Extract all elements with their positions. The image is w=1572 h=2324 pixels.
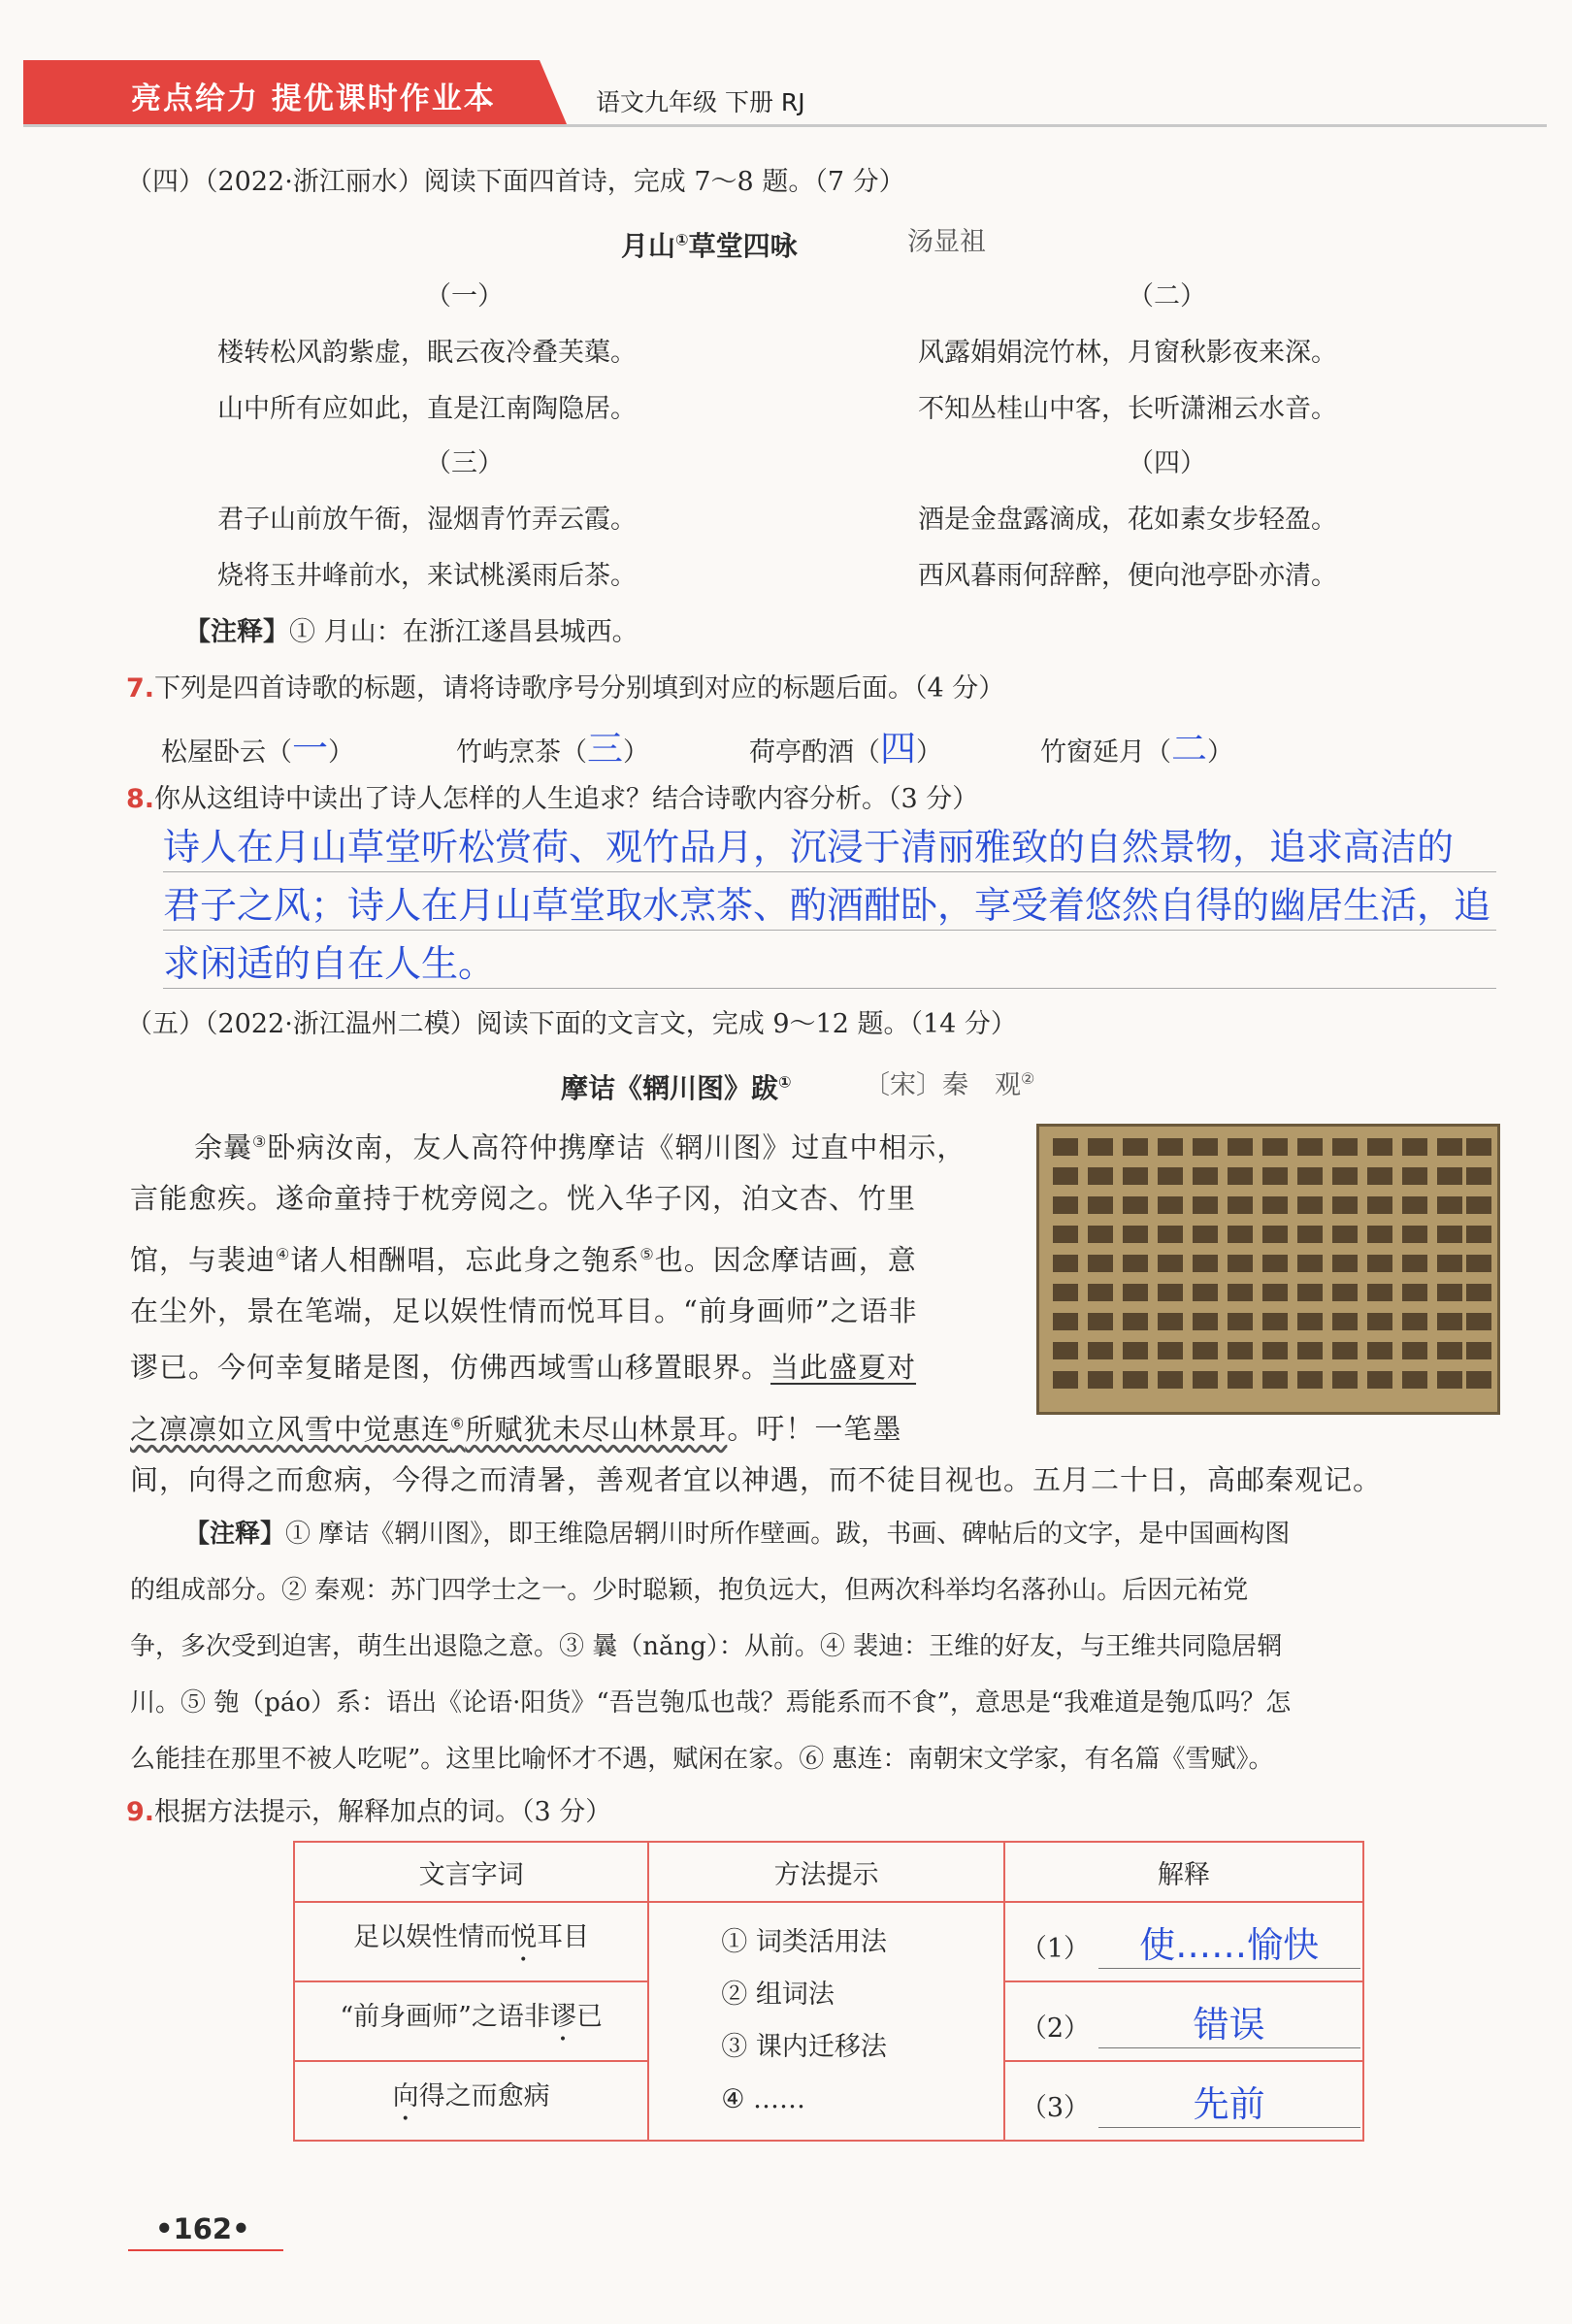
table-cell-word: 足以娱性情而悦耳目 <box>294 1902 648 1981</box>
q8-answer-line: 君子之风；诗人在月山草堂取水烹茶、酌酒酣卧，享受着悠然自得的幽居生活，追 <box>163 884 1491 927</box>
poem-number: （二） <box>1128 281 1206 311</box>
answer-rule <box>163 988 1496 989</box>
question-8: 8.你从这组诗中读出了诗人怎样的人生追求？结合诗歌内容分析。（3 分） <box>126 784 979 814</box>
q7-answer: 三 <box>587 728 623 769</box>
poem-line: 君子山前放午衙，湿烟青竹弄云霞。 <box>217 505 637 535</box>
poem-line: 不知丛桂山中客，长听潇湘云水音。 <box>918 394 1337 424</box>
calligraphy-image <box>1036 1124 1500 1415</box>
table-cell-word: 向得之而愈病 <box>294 2061 648 2141</box>
section5-note: 争，多次受到迫害，萌生出退隐之意。③ 曩（nǎng）：从前。④ 裴迪：王维的好友，与王维共同隐居辋 <box>130 1632 1283 1661</box>
answer-rule <box>163 871 1496 872</box>
q9-table <box>293 1841 1364 2142</box>
poem-line: 烧将玉井峰前水，来试桃溪雨后茶。 <box>217 561 637 591</box>
page-number-rule <box>128 2249 283 2251</box>
q7-answer: 四 <box>880 728 916 769</box>
poem-number: （一） <box>425 281 504 311</box>
answer-rule <box>163 930 1496 931</box>
section5-note: 川。⑤ 匏（páo）系：语出《论语·阳货》“吾岂匏瓜也哉？焉能系而不食”，意思是“我难道是匏瓜吗？怎 <box>130 1688 1292 1718</box>
table-header: 解释 <box>1004 1842 1363 1902</box>
section4-intro: （四）（2022·浙江丽水）阅读下面四首诗，完成 7～8 题。（7 分） <box>126 167 905 197</box>
poem-author: 汤显祖 <box>907 227 986 257</box>
header-banner-text: 亮点给力 提优课时作业本 <box>131 82 496 116</box>
header-subject: 语文九年级 下册 RJ <box>596 88 805 116</box>
poem-line: 风露娟娟浣竹林，月窗秋影夜来深。 <box>918 338 1337 368</box>
section4-note: 【注释】① 月山：在浙江遂昌县城西。 <box>184 617 639 647</box>
poem-title: 月山①草堂四咏 <box>621 230 798 262</box>
q7-item: 竹窗延月（二） <box>1040 728 1233 769</box>
prose-line: 馆，与裴迪④诸人相酬唱，忘此身之匏系⑤也。因念摩诘画，意 <box>130 1243 917 1277</box>
question-7: 7.下列是四首诗歌的标题，请将诗歌序号分别填到对应的标题后面。（4 分） <box>126 673 1005 704</box>
q9-answer: 错误 <box>1098 1995 1360 2048</box>
prose-title: 摩诘《辋川图》跋① <box>561 1072 792 1104</box>
section5-note: 么能挂在那里不被人吃呢”。这里比喻怀才不遇，赋闲在家。⑥ 惠连：南朝宋文学家，有名篇《雪赋》。 <box>130 1745 1274 1774</box>
section5-note: 的组成部分。② 秦观：苏门四学士之一。少时聪颖，抱负远大，但两次科举均名落孙山。后因元祐党 <box>130 1576 1249 1605</box>
q7-answer: 二 <box>1171 728 1207 769</box>
question-9: 9.根据方法提示，解释加点的词。（3 分） <box>126 1797 612 1827</box>
prose-line: 间，向得之而愈病，今得之而清暑，善观者宜以神遇，而不徒目视也。五月二十日，高邮秦观记。 <box>130 1463 1383 1496</box>
prose-line: 之凛凛如立风雪中觉惠连⑥所赋犹未尽山林景耳。吁！一笔墨 <box>130 1412 902 1446</box>
table-cell-methods: ① 词类活用法 ② 组词法 ③ 课内迁移法 ④ …… <box>648 1902 1004 2141</box>
table-cell-answer: （2） 错误 <box>1004 1981 1363 2061</box>
q7-item: 松屋卧云（一） <box>161 728 354 769</box>
wavy-underlined-sentence: 之凛凛如立风雪中觉惠连⑥所赋犹未尽山林景耳 <box>130 1412 728 1446</box>
prose-line: 言能愈疾。遂命童持于枕旁阅之。恍入华子冈，泊文杏、竹里 <box>130 1182 917 1215</box>
underlined-sentence: 当此盛夏对 <box>770 1351 917 1384</box>
q7-answer: 一 <box>292 728 328 769</box>
poem-number: （四） <box>1128 448 1206 478</box>
q7-item: 竹屿烹茶（三） <box>456 728 649 769</box>
page-number: •162• <box>155 2212 250 2245</box>
prose-author: 〔宋〕秦 观② <box>864 1069 1035 1100</box>
poem-line: 酒是金盘露滴成，花如素女步轻盈。 <box>918 505 1337 535</box>
q8-answer-line: 求闲适的自在人生。 <box>163 942 496 985</box>
section5-note: 【注释】① 摩诘《辋川图》，即王维隐居辋川时所作壁画。跋，书画、碑帖后的文字，是中国画构图 <box>184 1520 1291 1549</box>
prose-line: 在尘外，景在笔端，足以娱性情而悦耳目。“前身画师”之语非 <box>130 1294 918 1327</box>
poem-line: 山中所有应如此，直是江南陶隐居。 <box>217 394 637 424</box>
table-cell-answer: （1） 使……愉快 <box>1004 1902 1363 1981</box>
table-cell-word: “前身画师”之语非谬已 <box>294 1981 648 2061</box>
q8-answer-line: 诗人在月山草堂听松赏荷、观竹品月，沉浸于清丽雅致的自然景物，追求高洁的 <box>163 826 1455 868</box>
table-cell-answer: （3） 先前 <box>1004 2061 1363 2141</box>
header-divider <box>23 124 1547 127</box>
poem-number: （三） <box>425 448 504 478</box>
q9-answer: 先前 <box>1098 2075 1360 2128</box>
poem-line: 西风暮雨何辞醉，便向池亭卧亦清。 <box>918 561 1337 591</box>
prose-line: 余曩③卧病汝南，友人高符仲携摩诘《辋川图》过直中相示， <box>194 1130 966 1164</box>
q9-answer: 使……愉快 <box>1098 1915 1360 1969</box>
q7-item: 荷亭酌酒（四） <box>749 728 942 769</box>
section5-intro: （五）（2022·浙江温州二模）阅读下面的文言文，完成 9～12 题。（14 分） <box>126 1009 1017 1039</box>
poem-line: 楼转松风韵紫虚，眠云夜冷叠芙蕖。 <box>217 338 637 368</box>
table-header: 文言字词 <box>294 1842 648 1902</box>
prose-line: 谬已。今何幸复睹是图，仿佛西域雪山移置眼界。当此盛夏对 <box>130 1351 917 1384</box>
table-header: 方法提示 <box>648 1842 1004 1902</box>
